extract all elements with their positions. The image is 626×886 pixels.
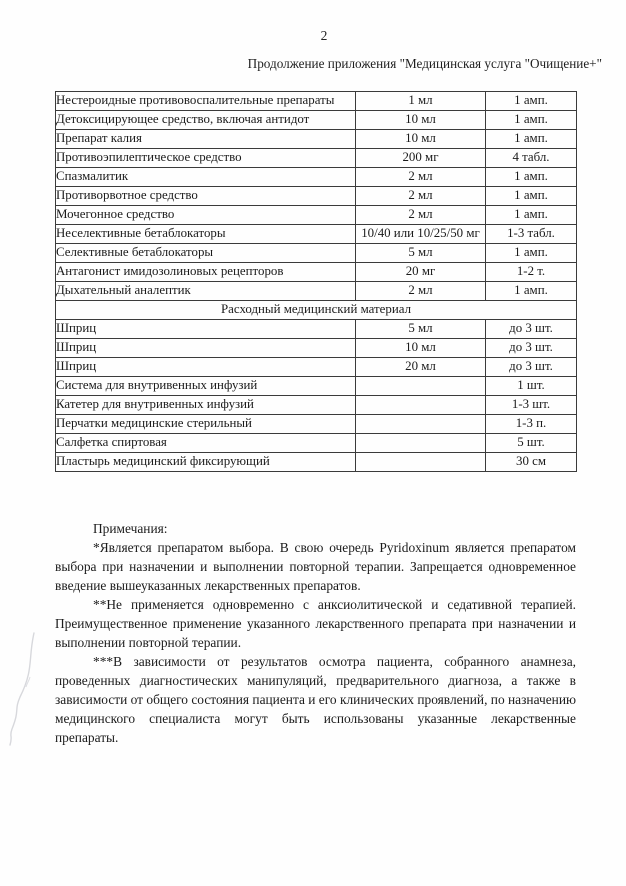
item-name: Противоэпилептическое средство — [56, 149, 356, 168]
table-row — [56, 92, 577, 111]
item-name: Дыхательный аналептик — [56, 282, 356, 301]
item-qty: 1 амп. — [486, 111, 577, 130]
item-name: Антагонист имидозолиновых рецепторов — [56, 263, 356, 282]
item-name: Пластырь медицинский фиксирующий — [56, 453, 356, 472]
item-dose — [356, 453, 486, 472]
item-dose: 2 мл — [356, 282, 486, 301]
item-name: Перчатки медицинские стерильный — [56, 415, 356, 434]
item-qty: 1-3 шт. — [486, 396, 577, 415]
item-qty: 1-3 п. — [486, 415, 577, 434]
item-name: Спазмалитик — [56, 168, 356, 187]
table-row — [56, 168, 577, 187]
item-qty: до 3 шт. — [486, 339, 577, 358]
table-row — [56, 263, 577, 282]
notes-section — [55, 519, 576, 747]
table-section-row — [56, 301, 577, 320]
item-dose: 10 мл — [356, 130, 486, 149]
item-name: Салфетка спиртовая — [56, 434, 356, 453]
item-dose: 10 мл — [356, 111, 486, 130]
table-row — [56, 434, 577, 453]
item-dose: 10 мл — [356, 339, 486, 358]
item-qty: 1 амп. — [486, 282, 577, 301]
table-row — [56, 225, 577, 244]
table-row — [56, 149, 577, 168]
table-row — [56, 130, 577, 149]
item-qty: 1-2 т. — [486, 263, 577, 282]
item-dose — [356, 434, 486, 453]
table-row — [56, 339, 577, 358]
continuation-title: Продолжение приложения "Медицинская услуга "Очищение+" — [247, 56, 602, 71]
item-qty: до 3 шт. — [486, 320, 577, 339]
item-dose — [356, 415, 486, 434]
note-paragraph: **Не применяется одновременно с анксиолитической и седативной терапией. Преимущественное применение указанного лекарственного препарата при назначении и выполнении повторной терапии. — [55, 597, 576, 650]
item-name: Детоксицирующее средство, включая антидот — [56, 111, 356, 130]
table-row — [56, 453, 577, 472]
item-qty: 4 табл. — [486, 149, 577, 168]
item-qty: 1 шт. — [486, 377, 577, 396]
item-name: Мочегонное средство — [56, 206, 356, 225]
item-name: Катетер для внутривенных инфузий — [56, 396, 356, 415]
item-qty: 1 амп. — [486, 187, 577, 206]
item-qty: 30 см — [486, 453, 577, 472]
page-number: 2 — [320, 28, 328, 43]
table-row — [56, 244, 577, 263]
item-qty: 5 шт. — [486, 434, 577, 453]
note-paragraph: ***В зависимости от результатов осмотра пациента, собранного анамнеза, проведенных диагностических манипуляций, предварительного диагноза, а также в зависимости от общего состояния пациента и его клинических проявлений, по назначению медицинского специалиста могут быть использованы указанные лекарственные препараты. — [55, 654, 576, 745]
item-dose: 5 мл — [356, 320, 486, 339]
table-row — [56, 396, 577, 415]
item-dose: 200 мг — [356, 149, 486, 168]
table-row — [56, 111, 577, 130]
item-name: Шприц — [56, 358, 356, 377]
item-dose — [356, 377, 486, 396]
item-name: Нестероидные противовоспалительные препараты — [56, 92, 356, 111]
item-dose: 1 мл — [356, 92, 486, 111]
item-name: Шприц — [56, 320, 356, 339]
item-dose: 20 мл — [356, 358, 486, 377]
item-qty: 1 амп. — [486, 244, 577, 263]
item-name: Противорвотное средство — [56, 187, 356, 206]
item-name: Препарат калия — [56, 130, 356, 149]
notes-heading: Примечания: — [93, 521, 168, 536]
table-row — [56, 282, 577, 301]
item-dose: 2 мл — [356, 168, 486, 187]
item-dose: 10/40 или 10/25/50 мг — [356, 225, 486, 244]
section-label: Расходный медицинский материал — [56, 301, 577, 320]
item-dose — [356, 396, 486, 415]
table-row — [56, 415, 577, 434]
item-qty: 1 амп. — [486, 92, 577, 111]
notes-paragraphs — [55, 538, 576, 747]
scan-artifact-mark — [0, 625, 50, 755]
item-name: Селективные бетаблокаторы — [56, 244, 356, 263]
item-name: Неселективные бетаблокаторы — [56, 225, 356, 244]
item-name: Система для внутривенных инфузий — [56, 377, 356, 396]
table-row — [56, 206, 577, 225]
table-row — [56, 187, 577, 206]
item-qty: до 3 шт. — [486, 358, 577, 377]
item-qty: 1 амп. — [486, 168, 577, 187]
item-dose: 2 мл — [356, 206, 486, 225]
table-row — [56, 358, 577, 377]
item-qty: 1 амп. — [486, 130, 577, 149]
note-paragraph: *Является препаратом выбора. В свою очередь Pyridoxinum является препаратом выбора при назначении и выполнении повторной терапии. Запрещается одновременное введение вышеуказанных лекарственных препаратов. — [55, 540, 576, 593]
medication-table-body — [56, 92, 577, 472]
item-qty: 1-3 табл. — [486, 225, 577, 244]
item-dose: 2 мл — [356, 187, 486, 206]
medication-table — [55, 91, 577, 472]
table-row — [56, 377, 577, 396]
table-row — [56, 320, 577, 339]
item-name: Шприц — [56, 339, 356, 358]
item-dose: 5 мл — [356, 244, 486, 263]
item-dose: 20 мг — [356, 263, 486, 282]
item-qty: 1 амп. — [486, 206, 577, 225]
